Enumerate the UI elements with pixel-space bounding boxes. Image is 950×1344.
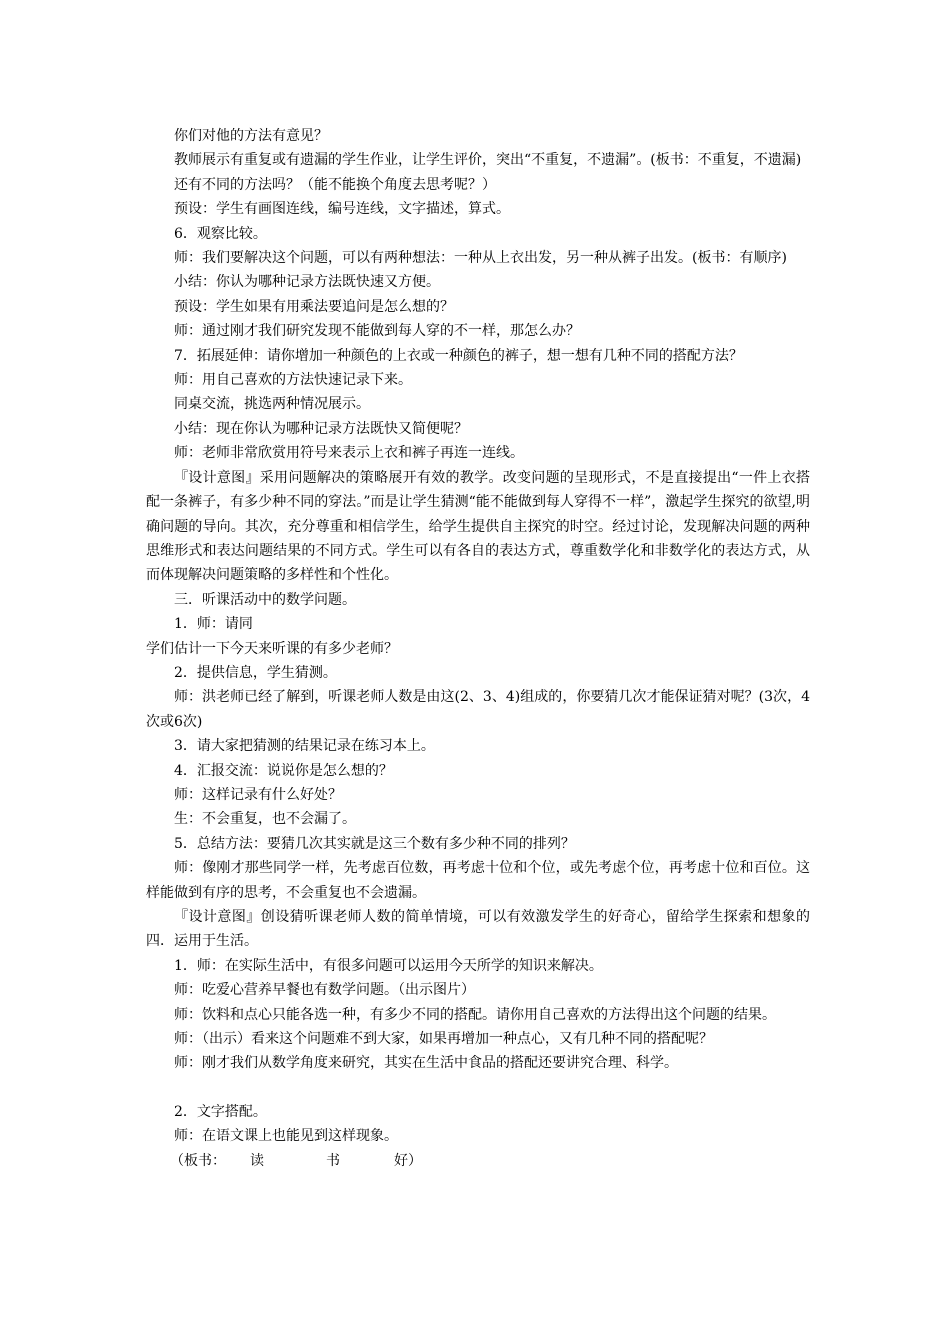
paragraph: 2．文字搭配。 — [174, 1103, 267, 1120]
paragraph: 2．提供信息，学生猜测。 — [174, 664, 337, 681]
board-writing-line — [146, 1149, 810, 1173]
paragraph: 小结：现在你认为哪种记录方法既快又简便呢？ — [174, 420, 468, 437]
paragraph: 6．观察比较。 — [174, 225, 267, 242]
paragraph: 1．师：请同 — [174, 616, 253, 633]
board-open: （板书： — [170, 1152, 226, 1169]
paragraph: 师：老师非常欣赏用符号来表示上衣和裤子再连一连线。 — [174, 445, 524, 462]
paragraph: 师：在语文课上也能见到这样现象。 — [174, 1128, 398, 1145]
paragraph: 预设：学生有画图连线，编号连线，文字描述，算式。 — [174, 201, 510, 218]
paragraph: 师：通过刚才我们研究发现不能做到每人穿的不一样，那怎么办？ — [174, 323, 580, 340]
paragraph: 7．拓展延伸：请你增加一种颜色的上衣或一种颜色的裤子，想一想有几种不同的搭配方法？ — [174, 347, 743, 364]
paragraph: 师：吃爱心营养早餐也有数学问题。（出示图片） — [174, 982, 475, 999]
paragraph: 预设：学生如果有用乘法要追问是怎么想的？ — [174, 298, 454, 315]
paragraph: 小结：你认为哪种记录方法既快速又方便。 — [174, 274, 440, 291]
board-close: ） — [408, 1152, 422, 1169]
paragraph: 师：刚才我们从数学角度来研究，其实在生活中食品的搭配还要讲究合理、科学。 — [174, 1055, 678, 1072]
paragraph: 生：不会重复，也不会漏了。 — [174, 811, 356, 828]
document-body — [146, 124, 810, 1173]
board-word-3: 好 — [394, 1152, 408, 1169]
paragraph: 师：这样记录有什么好处？ — [174, 786, 342, 803]
design-intent-paragraph: 『设计意图』采用问题解决的策略展开有效的教学。改变问题的呈现形式，不是直接提出“一件上衣搭配一条裤子，有多少种不同的穿法。”而是让学生猜测“能不能做到每人穿得不一样”，激起学生探究的欲望,明确问题的导向。其次，充分尊重和相信学生，给学生提供自主探究的时空。经过讨论，发现解决问题的两种思维形式和表达问题结果的不同方式。学生可以有各自的表达方式，尊重数学化和非数学化的表达方式，从而体现解决问题策略的多样性和个性化。 — [146, 469, 810, 584]
design-intent-paragraph: 『设计意图』创设猜听课老师人数的简单情境，可以有效激发学生的好奇心，留给学生探索和想象的四．运用于生活。 — [146, 909, 810, 950]
paragraph: 1．师：在实际生活中，有很多问题可以运用今天所学的知识来解决。 — [174, 957, 603, 974]
paragraph: 3．请大家把猜测的结果记录在练习本上。 — [174, 738, 435, 755]
paragraph: 学们估计一下今天来听课的有多少老师？ — [146, 640, 398, 657]
board-word-2: 书 — [326, 1152, 340, 1169]
paragraph: 你们对他的方法有意见？ — [174, 128, 328, 144]
paragraph: 同桌交流，挑选两种情况展示。 — [174, 396, 370, 413]
paragraph: 师：像刚才那些同学一样，先考虑百位数，再考虑十位和个位，或先考虑个位，再考虑十位和百位。这样能做到有序的思考，不会重复也不会遗漏。 — [146, 860, 810, 901]
paragraph: 5．总结方法：要猜几次其实就是这三个数有多少种不同的排列？ — [174, 835, 575, 852]
blank-line — [146, 1076, 810, 1100]
paragraph: 师：饮料和点心只能各选一种，有多少不同的搭配。请你用自己喜欢的方法得出这个问题的结果。 — [174, 1006, 776, 1023]
paragraph: 师：用自己喜欢的方法快速记录下来。 — [174, 372, 412, 389]
section-heading: 三．听课活动中的数学问题。 — [174, 591, 356, 608]
board-word-1: 读 — [250, 1152, 264, 1169]
paragraph: 师：洪老师已经了解到，听课老师人数是由这(2、3、4)组成的，你要猜几次才能保证猜对呢？(3次，4次或6次) — [146, 689, 810, 730]
paragraph: 还有不同的方法吗？（能不能换个角度去思考呢？） — [174, 176, 496, 193]
paragraph: 4．汇报交流：说说你是怎么想的？ — [174, 762, 393, 779]
paragraph: 师：（出示）看来这个问题难不到大家，如果再增加一种点心，又有几种不同的搭配呢？ — [174, 1031, 713, 1048]
paragraph: 师：我们要解决这个问题，可以有两种想法：一种从上衣出发，另一种从裤子出发。(板书：有顺序) — [174, 250, 787, 267]
paragraph: 教师展示有重复或有遗漏的学生作业，让学生评价，突出“不重复，不遗漏”。(板书：不重复，不遗漏) — [174, 152, 802, 169]
